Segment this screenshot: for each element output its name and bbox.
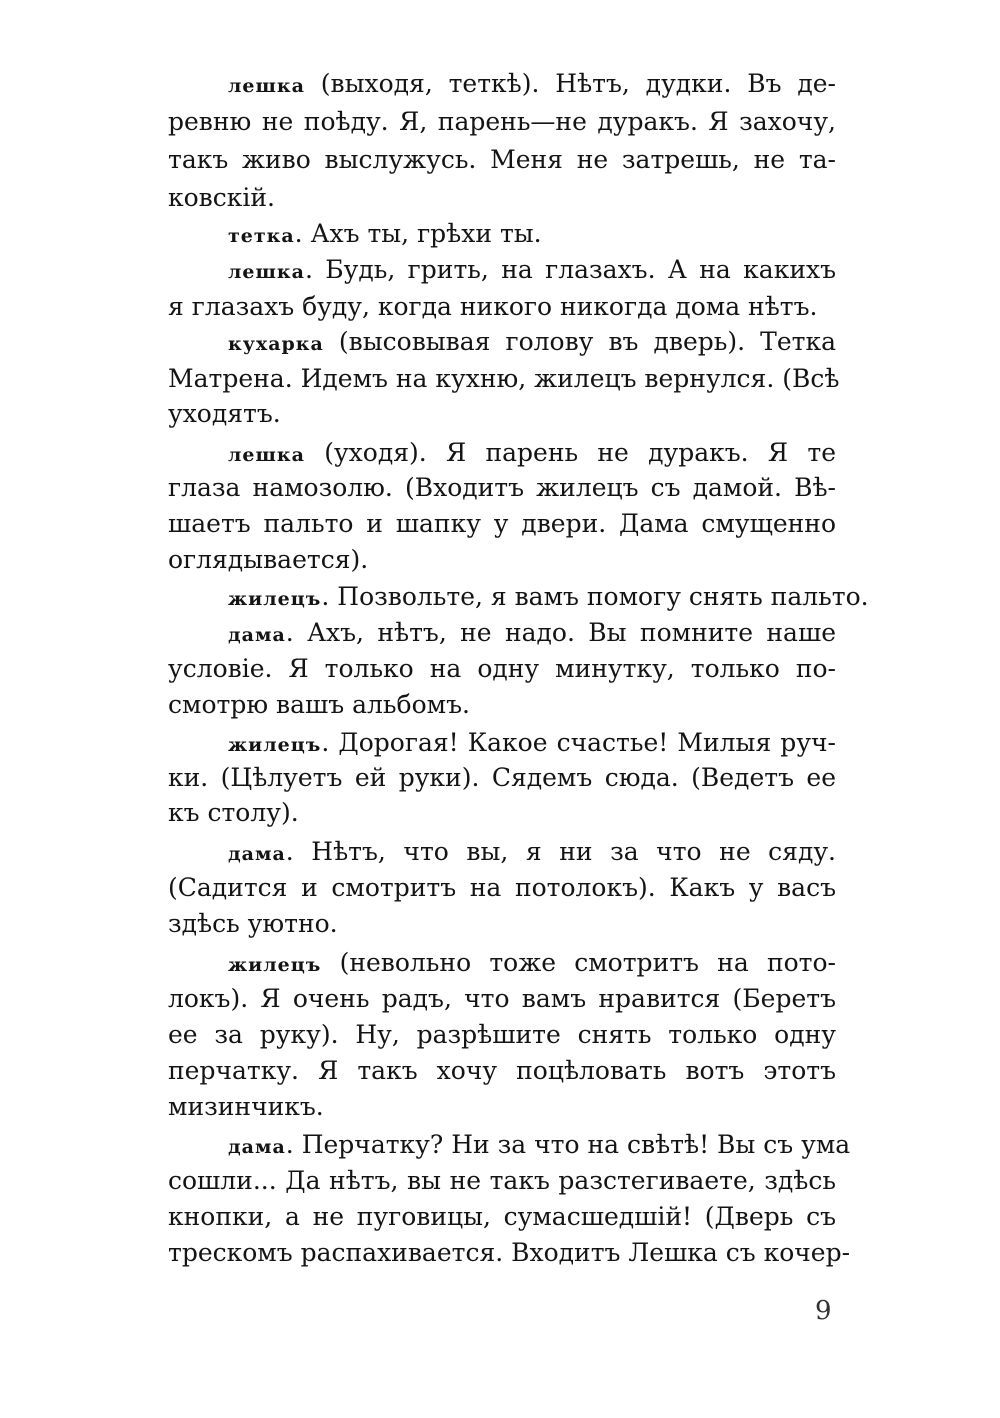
text-line	[168, 470, 836, 506]
line-text: Матрена. Идемъ на кухню, жилецъ вернулся. (Всѣ	[168, 364, 840, 393]
line-text: мизинчикъ.	[168, 1092, 324, 1121]
text-line	[168, 361, 840, 397]
line-text: уходятъ.	[168, 399, 281, 428]
speech-line-with-speaker	[228, 1127, 851, 1165]
text-line	[168, 981, 836, 1017]
line-text: оглядывается).	[168, 545, 369, 574]
text-line	[168, 1163, 836, 1199]
speech-line-with-speaker	[228, 579, 869, 617]
line-text: глаза намозолю. (Входитъ жилецъ съ дамой. Вѣ-	[168, 473, 836, 502]
line-text: . Ахъ ты, грѣхи ты.	[294, 219, 542, 248]
speaker-name: жилецъ	[228, 954, 322, 976]
speaker-name: дама	[228, 1136, 286, 1158]
line-text: . Ахъ, нѣтъ, не надо. Вы помните наше	[285, 618, 836, 647]
speaker-name: дама	[228, 624, 286, 646]
line-text: (высовывая голову въ дверь). Тетка	[323, 327, 836, 356]
speaker-name: тетка	[228, 225, 295, 247]
line-text: ревню не поѣду. Я, парень—не дуракъ. Я захочу,	[168, 107, 836, 136]
text-line	[168, 760, 836, 796]
line-text: кнопки, а не пуговицы, сумасшедшій! (Дверь съ	[168, 1202, 836, 1231]
speech-line-with-speaker	[228, 945, 836, 983]
line-text: трескомъ распахивается. Входитъ Лешка съ кочер-	[168, 1238, 851, 1267]
speech-line-with-speaker	[228, 324, 836, 362]
text-line	[168, 1017, 836, 1053]
line-text: (уходя). Я парень не дуракъ. Я те	[304, 438, 836, 467]
line-text: сошли... Да нѣтъ, вы не такъ разстегиваете, здѣсь	[168, 1166, 836, 1195]
text-line	[168, 289, 836, 325]
text-line	[168, 870, 836, 906]
speech-line-with-speaker	[228, 216, 836, 254]
text-line	[168, 506, 836, 542]
text-line	[168, 142, 836, 178]
speech-line-with-speaker	[228, 252, 836, 290]
speech-line-with-speaker	[228, 435, 836, 473]
line-text: (невольно тоже смотритъ на пото-	[321, 948, 836, 977]
line-text: здѣсь уютно.	[168, 909, 338, 938]
text-line	[168, 542, 836, 578]
line-text: (выходя, теткѣ). Нѣтъ, дудки. Въ де-	[304, 69, 836, 98]
speaker-name: лешка	[228, 261, 305, 283]
text-line	[168, 906, 836, 942]
line-text: (Садится и смотритъ на потолокъ). Какъ у васъ	[168, 873, 836, 902]
text-line	[168, 1199, 836, 1235]
text-line	[168, 1053, 836, 1089]
line-text: я глазахъ буду, когда никого никогда дома нѣтъ.	[168, 292, 818, 321]
page-number: 9	[815, 1296, 832, 1326]
speech-line-with-speaker	[228, 834, 836, 872]
text-line	[168, 104, 836, 140]
text-line	[168, 1235, 851, 1271]
text-line	[168, 795, 836, 831]
line-text: . Будь, грить, на глазахъ. А на какихъ	[304, 255, 836, 284]
speaker-name: дама	[228, 843, 286, 865]
text-line	[168, 180, 836, 216]
line-text: ее за руку). Ну, разрѣшите снять только одну	[168, 1020, 836, 1049]
line-text: . Перчатку? Ни за что на свѣтѣ! Вы съ ума	[285, 1130, 851, 1159]
speaker-name: лешка	[228, 75, 305, 97]
speech-line-with-speaker	[228, 66, 836, 104]
text-line	[168, 1089, 836, 1125]
line-text: ковскій.	[168, 183, 275, 212]
speaker-name: кухарка	[228, 333, 324, 355]
line-text: . Нѣтъ, что вы, я ни за что не сяду.	[285, 837, 836, 866]
speech-line-with-speaker	[228, 615, 836, 653]
text-line	[168, 687, 836, 723]
line-text: ки. (Цѣлуетъ ей руки). Сядемъ сюда. (Ведетъ ее	[168, 763, 836, 792]
line-text: къ столу).	[168, 798, 299, 827]
text-line	[168, 396, 836, 432]
speaker-name: жилецъ	[228, 734, 322, 756]
speech-line-with-speaker	[228, 725, 836, 763]
line-text: такъ живо выслужусь. Меня не затрешь, не та-	[168, 145, 836, 174]
line-text: . Позвольте, я вамъ помогу снять пальто.	[321, 582, 869, 611]
speaker-name: жилецъ	[228, 588, 322, 610]
line-text: . Дорогая! Какое счастье! Милыя руч-	[321, 728, 836, 757]
line-text: перчатку. Я такъ хочу поцѣловать вотъ этотъ	[168, 1056, 836, 1085]
text-line	[168, 651, 836, 687]
line-text: смотрю вашъ альбомъ.	[168, 690, 470, 719]
line-text: шаетъ пальто и шапку у двери. Дама смущенно	[168, 509, 836, 538]
line-text: условіе. Я только на одну минутку, только по-	[168, 654, 836, 683]
line-text: локъ). Я очень радъ, что вамъ нравится (Беретъ	[168, 984, 836, 1013]
speaker-name: лешка	[228, 444, 305, 466]
